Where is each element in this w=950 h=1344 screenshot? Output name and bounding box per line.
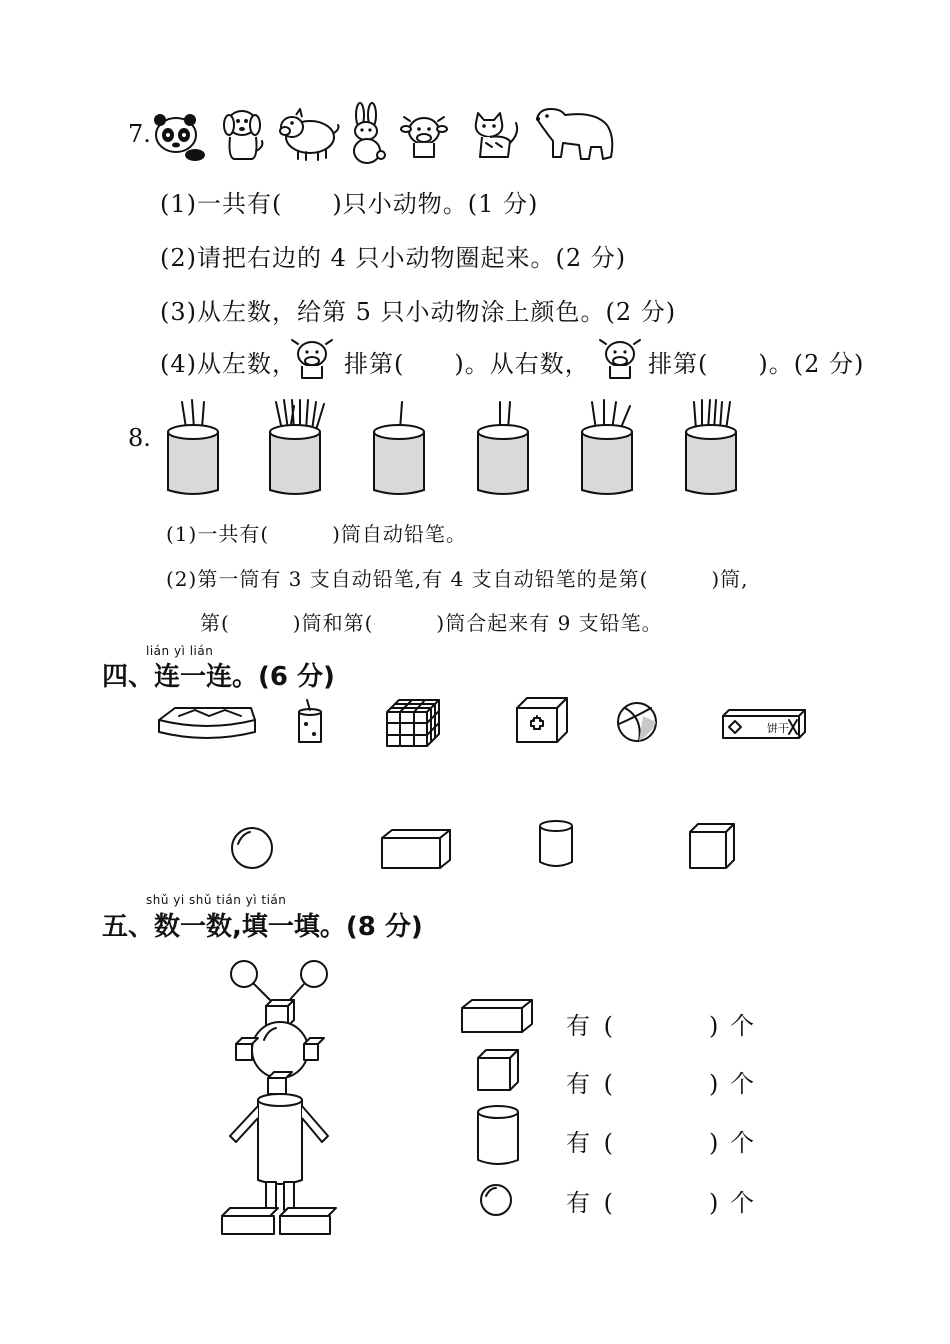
unit-label: 个 — [730, 1129, 755, 1157]
count-row-sphere — [566, 1183, 766, 1218]
cow-icon — [290, 336, 336, 380]
count-row-cuboid — [566, 1006, 766, 1041]
you-label: 有 — [566, 1012, 590, 1040]
unit-label: 个 — [730, 1012, 755, 1040]
q8-number: 8. — [128, 424, 151, 452]
q8-line2: (2)第一筒有 3 支自动铅笔,有 4 支自动铅笔的是第( )筒, — [166, 567, 749, 591]
sphere-icon — [232, 828, 272, 868]
pencil-cup-2 — [270, 400, 324, 494]
answer-blank[interactable]: ( ) — [603, 1189, 719, 1217]
section5-pinyin: shǔ yi shǔ tián yì tián — [146, 893, 287, 907]
section4-shapes — [228, 818, 738, 870]
q7-line3: (3)从左数，给第 5 只小动物涂上颜色。(2 分) — [160, 298, 677, 326]
you-label: 有 — [566, 1129, 590, 1157]
cuboid-icon — [462, 1000, 532, 1032]
you-label: 有 — [566, 1189, 590, 1217]
cat-icon — [476, 113, 517, 157]
sphere-icon — [481, 1185, 511, 1215]
unit-label: 个 — [730, 1189, 755, 1217]
bear-icon — [536, 109, 612, 159]
panda-icon — [154, 114, 205, 161]
pig-icon — [280, 109, 339, 160]
cow-icon — [598, 336, 644, 380]
rabbit-icon — [354, 103, 385, 163]
cube-icon — [478, 1050, 518, 1090]
cow-icon — [401, 117, 447, 157]
q7-line4-part2: 排第( )。从右数， — [344, 350, 590, 378]
section4-title: 四、连一连。(6 分) — [102, 662, 335, 692]
sphere-icon — [231, 961, 257, 987]
cylinder-icon — [540, 821, 572, 866]
rubiks-cube-icon — [387, 700, 439, 746]
section5-title: 五、数一数,填一填。(8 分) — [102, 912, 423, 942]
pencil-cup-5 — [582, 400, 632, 494]
cube-icon — [690, 824, 734, 868]
sphere-icon — [301, 961, 327, 987]
section5-shape-icons — [460, 998, 534, 1218]
robot-figure — [218, 958, 344, 1238]
answer-blank[interactable]: ( ) — [603, 1012, 719, 1040]
q7-line4-part3: 排第( )。(2 分) — [648, 350, 865, 378]
pencil-cup-3 — [374, 402, 424, 494]
unit-label: 个 — [730, 1070, 755, 1098]
section4-objects — [155, 698, 815, 750]
can-icon — [299, 700, 321, 742]
biscuit-box-icon — [723, 710, 805, 738]
q7-line2: (2)请把右边的 4 只小动物圈起来。(2 分) — [160, 244, 627, 272]
answer-blank[interactable]: ( ) — [603, 1070, 719, 1098]
q8-line3: 第( )筒和第( )筒合起来有 9 支铅笔。 — [200, 611, 663, 635]
q7-animals — [150, 105, 620, 167]
pencil-cup-4 — [478, 402, 528, 494]
dog-icon — [224, 111, 262, 159]
you-label: 有 — [566, 1070, 590, 1098]
q8-line1: (1)一共有( )筒自动铅笔。 — [166, 522, 467, 546]
pencil-cup-1 — [168, 400, 218, 494]
q7-line1: (1)一共有( )只小动物。(1 分) — [160, 190, 539, 218]
q7-line4-part1: (4)从左数， — [160, 350, 297, 378]
answer-blank[interactable]: ( ) — [603, 1129, 719, 1157]
first-aid-box-icon — [517, 698, 567, 742]
q8-pencil-cups — [160, 398, 760, 500]
count-row-cube — [566, 1064, 766, 1099]
ball-icon — [618, 703, 656, 741]
pencil-cup-6 — [686, 400, 736, 494]
q7-number: 7. — [128, 120, 151, 148]
section4-pinyin: lián yì lián — [146, 644, 214, 658]
pencil-box-icon — [159, 708, 255, 738]
count-row-cylinder — [566, 1123, 766, 1158]
cylinder-icon — [478, 1106, 518, 1164]
biscuit-label: 饼干 — [767, 722, 789, 735]
cuboid-icon — [382, 830, 450, 868]
